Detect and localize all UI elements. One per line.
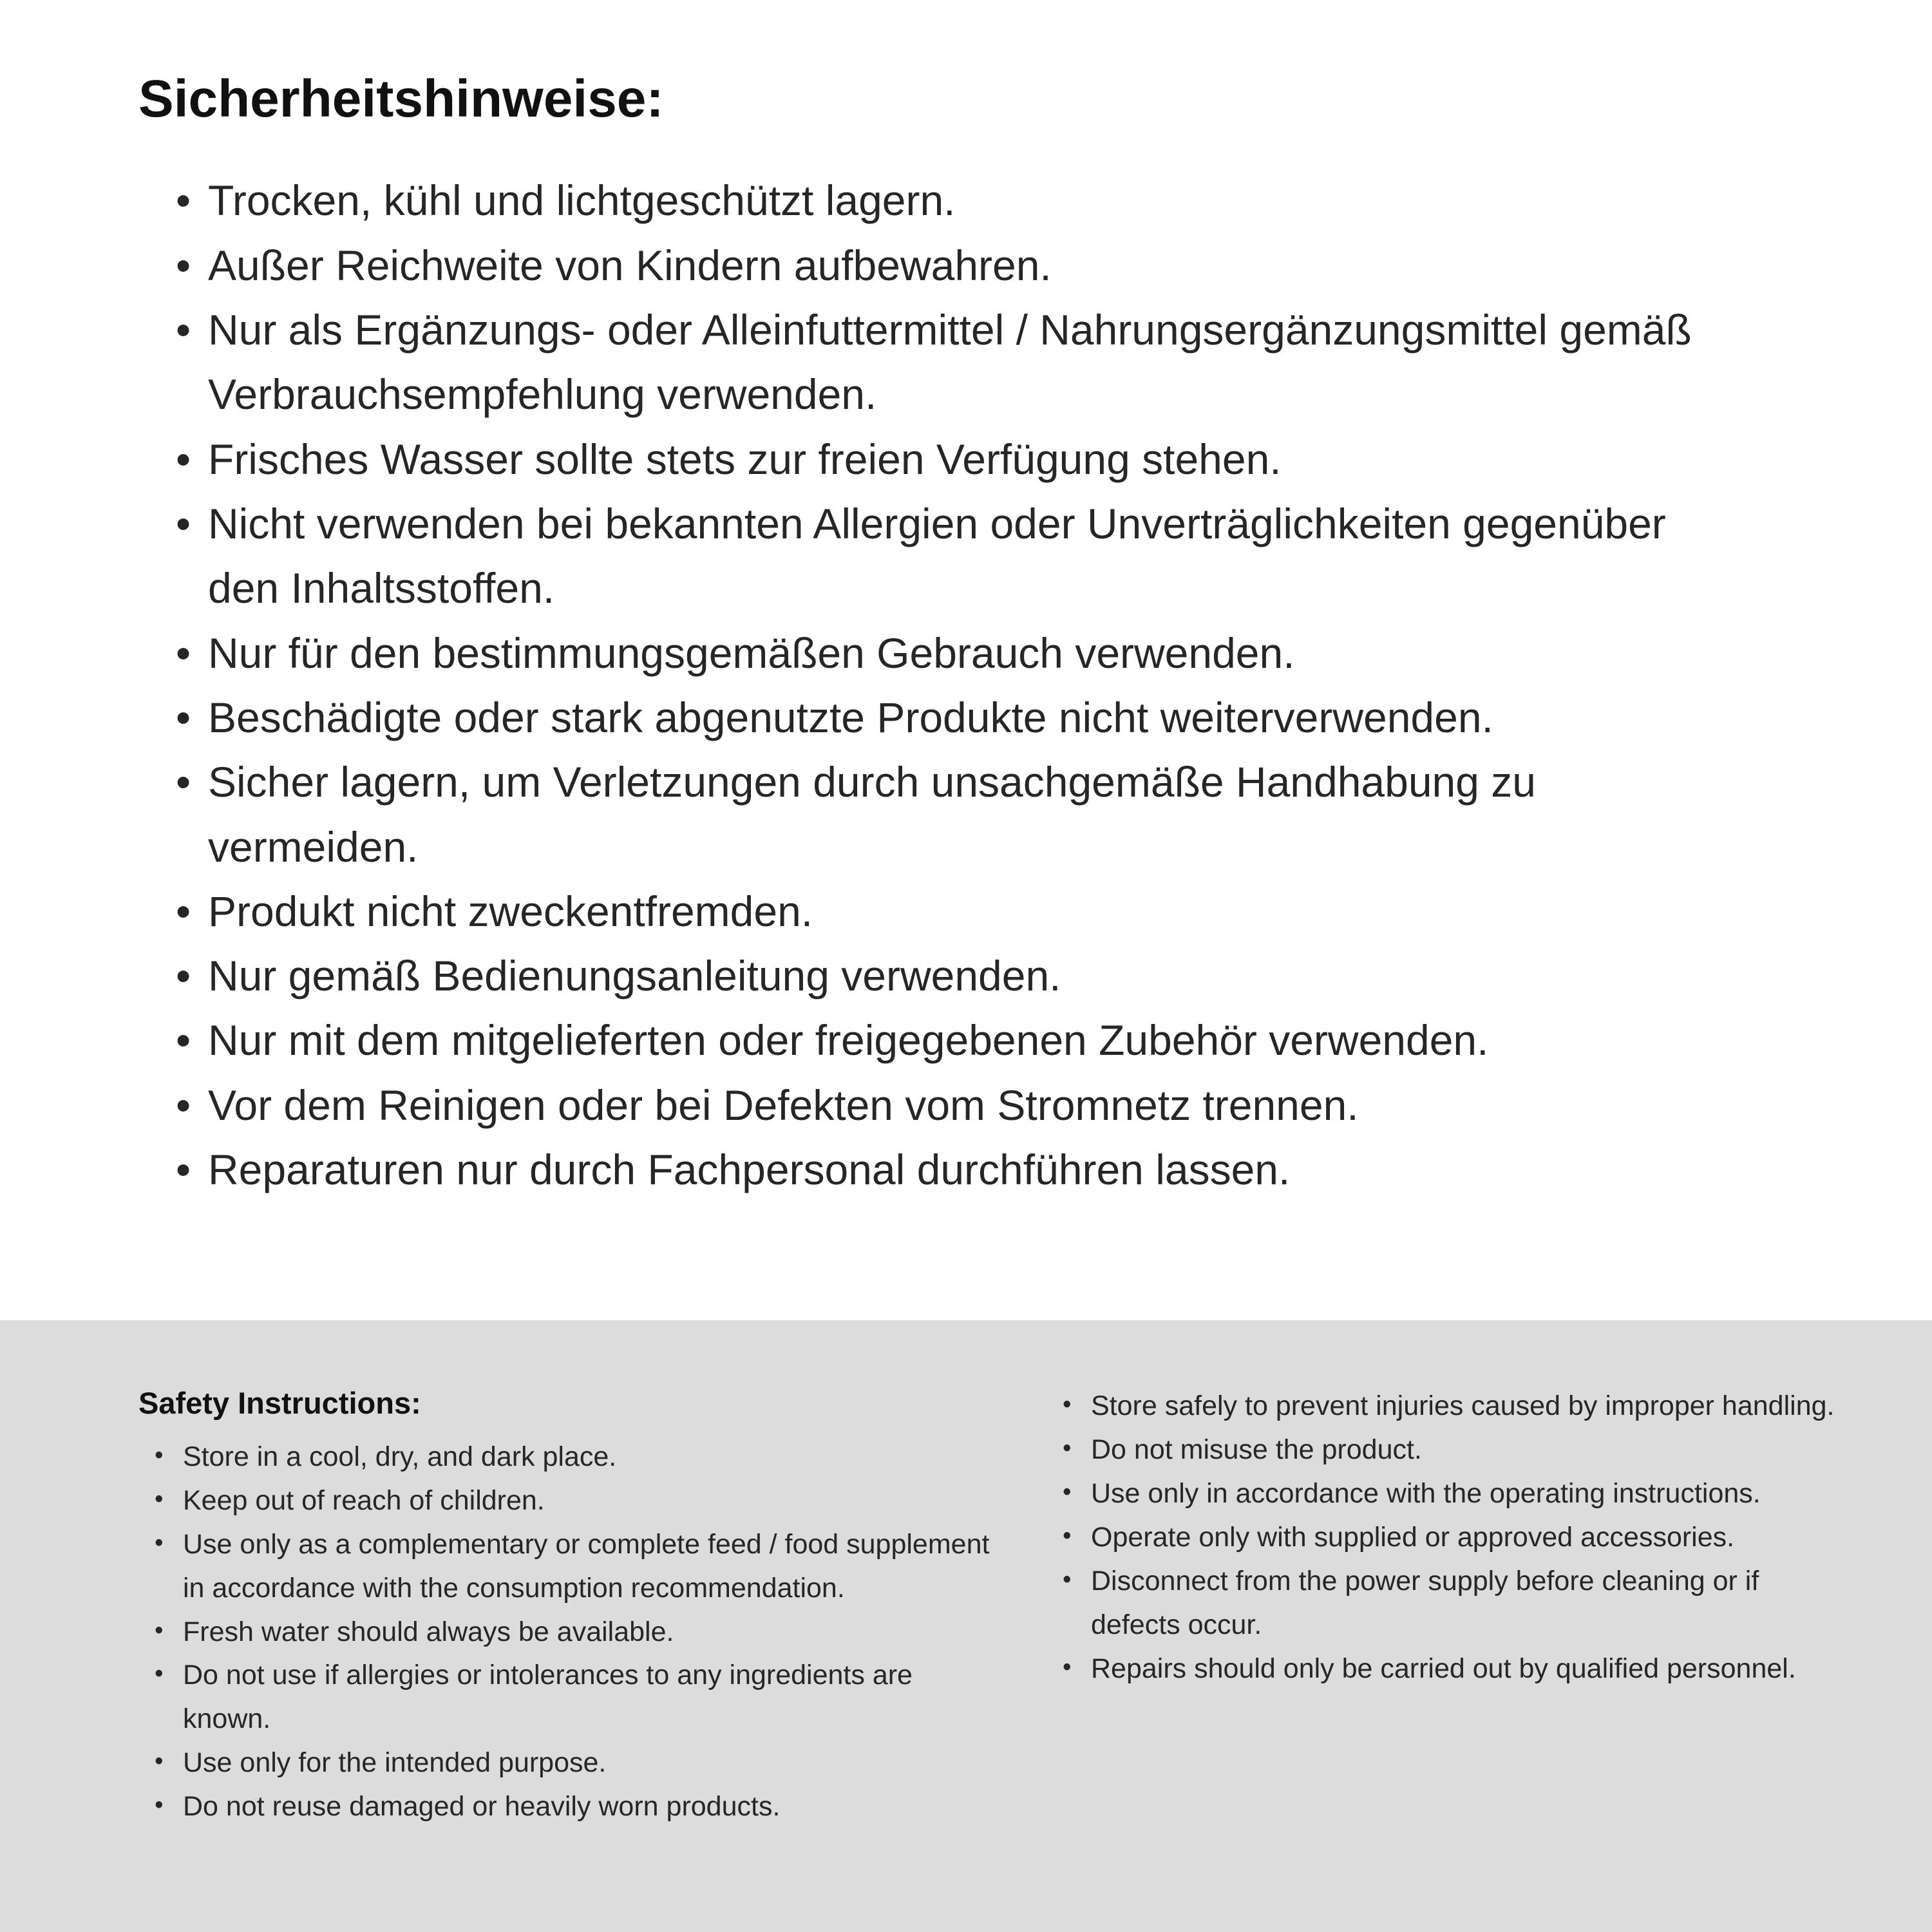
english-instruction-text: Do not misuse the product.	[1091, 1434, 1422, 1465]
english-instruction-text: Use only for the intended purpose.	[183, 1747, 607, 1779]
german-instruction-item	[176, 943, 1739, 1008]
german-section-title: Sicherheitshinweise:	[138, 70, 664, 128]
english-instruction-item	[155, 1785, 1008, 1829]
english-instruction-text: Use only as a complementary or complete feed / food supplement in accordance with the consumption recommendation.	[183, 1528, 990, 1604]
english-instruction-text: Store in a cool, dry, and dark place.	[183, 1441, 617, 1472]
english-instruction-item	[1063, 1647, 1835, 1691]
german-instruction-text: Vor dem Reinigen oder bei Defekten vom Stromnetz trennen.	[208, 1081, 1359, 1129]
german-instruction-item	[176, 427, 1739, 491]
english-instruction-text: Keep out of reach of children.	[183, 1484, 545, 1516]
german-instruction-item	[176, 621, 1739, 685]
german-instruction-text: Nur gemäß Bedienungsanleitung verwenden.	[208, 952, 1061, 1000]
english-right-column	[1046, 1385, 1835, 1691]
english-instruction-item	[1063, 1516, 1835, 1560]
german-instruction-text: Nur als Ergänzungs- oder Alleinfuttermittel / Nahrungsergänzungsmittel gemäß Verbrauchsempfehlung verwenden.	[208, 306, 1692, 419]
english-instruction-item	[1063, 1428, 1835, 1472]
english-left-column	[138, 1385, 1008, 1829]
english-instruction-item	[155, 1611, 1008, 1654]
german-instruction-text: Reparaturen nur durch Fachpersonal durchführen lassen.	[208, 1146, 1291, 1194]
german-instruction-item	[176, 491, 1739, 621]
english-section-title: Safety Instructions:	[138, 1386, 421, 1420]
english-instruction-text: Operate only with supplied or approved accessories.	[1091, 1521, 1735, 1553]
english-instruction-text: Do not use if allergies or intolerances to any ingredients are known.	[183, 1660, 913, 1735]
german-instruction-text: Sicher lagern, um Verletzungen durch unsachgemäße Handhabung zu vermeiden.	[208, 758, 1536, 871]
german-instruction-item	[176, 879, 1739, 943]
english-instructions-list-left	[138, 1435, 1008, 1829]
english-instruction-text: Disconnect from the power supply before cleaning or if defects occur.	[1091, 1565, 1759, 1640]
german-instruction-item	[176, 750, 1739, 879]
english-instructions-list-right	[1046, 1385, 1835, 1691]
english-instruction-item	[155, 1654, 1008, 1741]
german-instruction-item	[176, 298, 1739, 427]
german-instruction-item	[176, 1073, 1739, 1137]
german-instruction-item	[176, 233, 1739, 298]
english-instruction-item	[155, 1523, 1008, 1611]
english-instruction-item	[1063, 1560, 1835, 1647]
german-instruction-text: Außer Reichweite von Kindern aufbewahren.	[208, 241, 1052, 289]
english-instruction-text: Do not reuse damaged or heavily worn products.	[183, 1791, 781, 1823]
german-instruction-item	[176, 168, 1739, 232]
german-instruction-text: Frisches Wasser sollte stets zur freien Verfügung stehen.	[208, 435, 1282, 483]
german-instruction-item	[176, 1008, 1739, 1072]
english-instruction-item	[155, 1741, 1008, 1785]
english-instruction-item	[155, 1479, 1008, 1523]
english-section	[0, 1320, 1932, 1932]
english-instruction-text: Repairs should only be carried out by qualified personnel.	[1091, 1653, 1796, 1684]
german-instruction-text: Nur mit dem mitgelieferten oder freigegebenen Zubehör verwenden.	[208, 1016, 1489, 1065]
german-instruction-item	[176, 685, 1739, 750]
german-instruction-text: Trocken, kühl und lichtgeschützt lagern.	[208, 176, 956, 225]
english-instruction-text: Store safely to prevent injuries caused by improper handling.	[1091, 1390, 1835, 1421]
german-instruction-text: Nur für den bestimmungsgemäßen Gebrauch verwenden.	[208, 629, 1295, 677]
english-instruction-item	[1063, 1385, 1835, 1428]
german-instruction-item	[176, 1137, 1739, 1202]
german-instruction-text: Beschädigte oder stark abgenutzte Produkte nicht weiterverwenden.	[208, 693, 1493, 741]
german-instruction-text: Nicht verwenden bei bekannten Allergien oder Unverträglichkeiten gegenüber den Inhaltsstoffen.	[208, 499, 1666, 612]
english-instruction-text: Fresh water should always be available.	[183, 1616, 674, 1647]
german-instruction-text: Produkt nicht zweckentfremden.	[208, 887, 813, 935]
german-instructions-list	[138, 168, 1739, 1202]
english-instruction-text: Use only in accordance with the operating instructions.	[1091, 1477, 1761, 1509]
english-instruction-item	[1063, 1472, 1835, 1516]
english-instruction-item	[155, 1435, 1008, 1479]
